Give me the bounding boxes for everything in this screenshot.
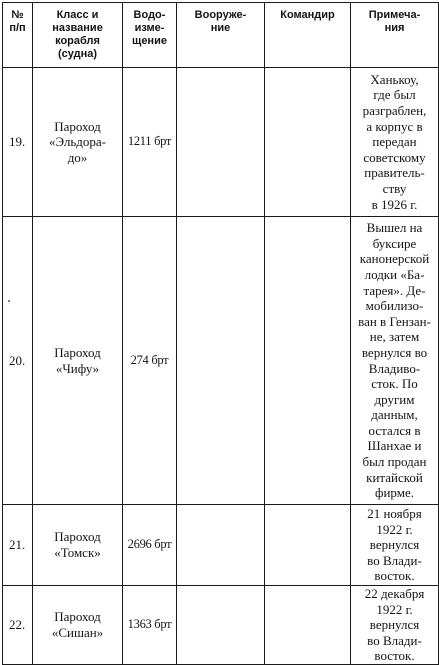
header-row [3, 3, 439, 68]
armament [177, 68, 265, 217]
armament [177, 217, 265, 505]
table-body [3, 68, 439, 665]
header-armament: Вооруже- ние [177, 3, 265, 68]
table-header [3, 3, 439, 68]
table-row [3, 68, 439, 217]
row-number: 21. [3, 505, 33, 586]
displacement: 1211 брт [123, 68, 177, 217]
notes: Ханькоу, где был разграблен, а корпус в передан советскому правитель- ству в 1926 г. [351, 68, 439, 217]
displacement: 274 брт [123, 217, 177, 505]
armament [177, 505, 265, 586]
scan-speck [8, 300, 10, 302]
commander [265, 586, 351, 665]
ship-name: Пароход «Томск» [33, 505, 123, 586]
notes: Вышел на буксире канонерской лодки «Ба- тарея». Де- мобилизо- ван в Гензан- не, затем вернулся во Владиво- сток. По другим данным, остался в Шанхае и был продан китайской фирме. [351, 217, 439, 505]
armament [177, 586, 265, 665]
commander [265, 68, 351, 217]
table-row [3, 505, 439, 586]
notes: 22 декабря 1922 г. вернулся во Влади- восток. [351, 586, 439, 665]
table-row [3, 217, 439, 505]
ship-name: Пароход «Чифу» [33, 217, 123, 505]
notes: 21 ноября 1922 г. вернулся во Влади- восток. [351, 505, 439, 586]
commander [265, 217, 351, 505]
table-row [3, 586, 439, 665]
displacement: 1363 брт [123, 586, 177, 665]
row-number: 19. [3, 68, 33, 217]
row-number: 22. [3, 586, 33, 665]
header-ship: Класс и название корабля (судна) [33, 3, 123, 68]
ship-name: Пароход «Эльдора- до» [33, 68, 123, 217]
header-notes: Примеча- ния [351, 3, 439, 68]
header-num: № п/п [3, 3, 33, 68]
ships-table [2, 2, 439, 665]
displacement: 2696 брт [123, 505, 177, 586]
header-commander: Командир [265, 3, 351, 68]
commander [265, 505, 351, 586]
row-number: 20. [3, 217, 33, 505]
header-displacement: Водо- изме- щение [123, 3, 177, 68]
ship-name: Пароход «Сишан» [33, 586, 123, 665]
